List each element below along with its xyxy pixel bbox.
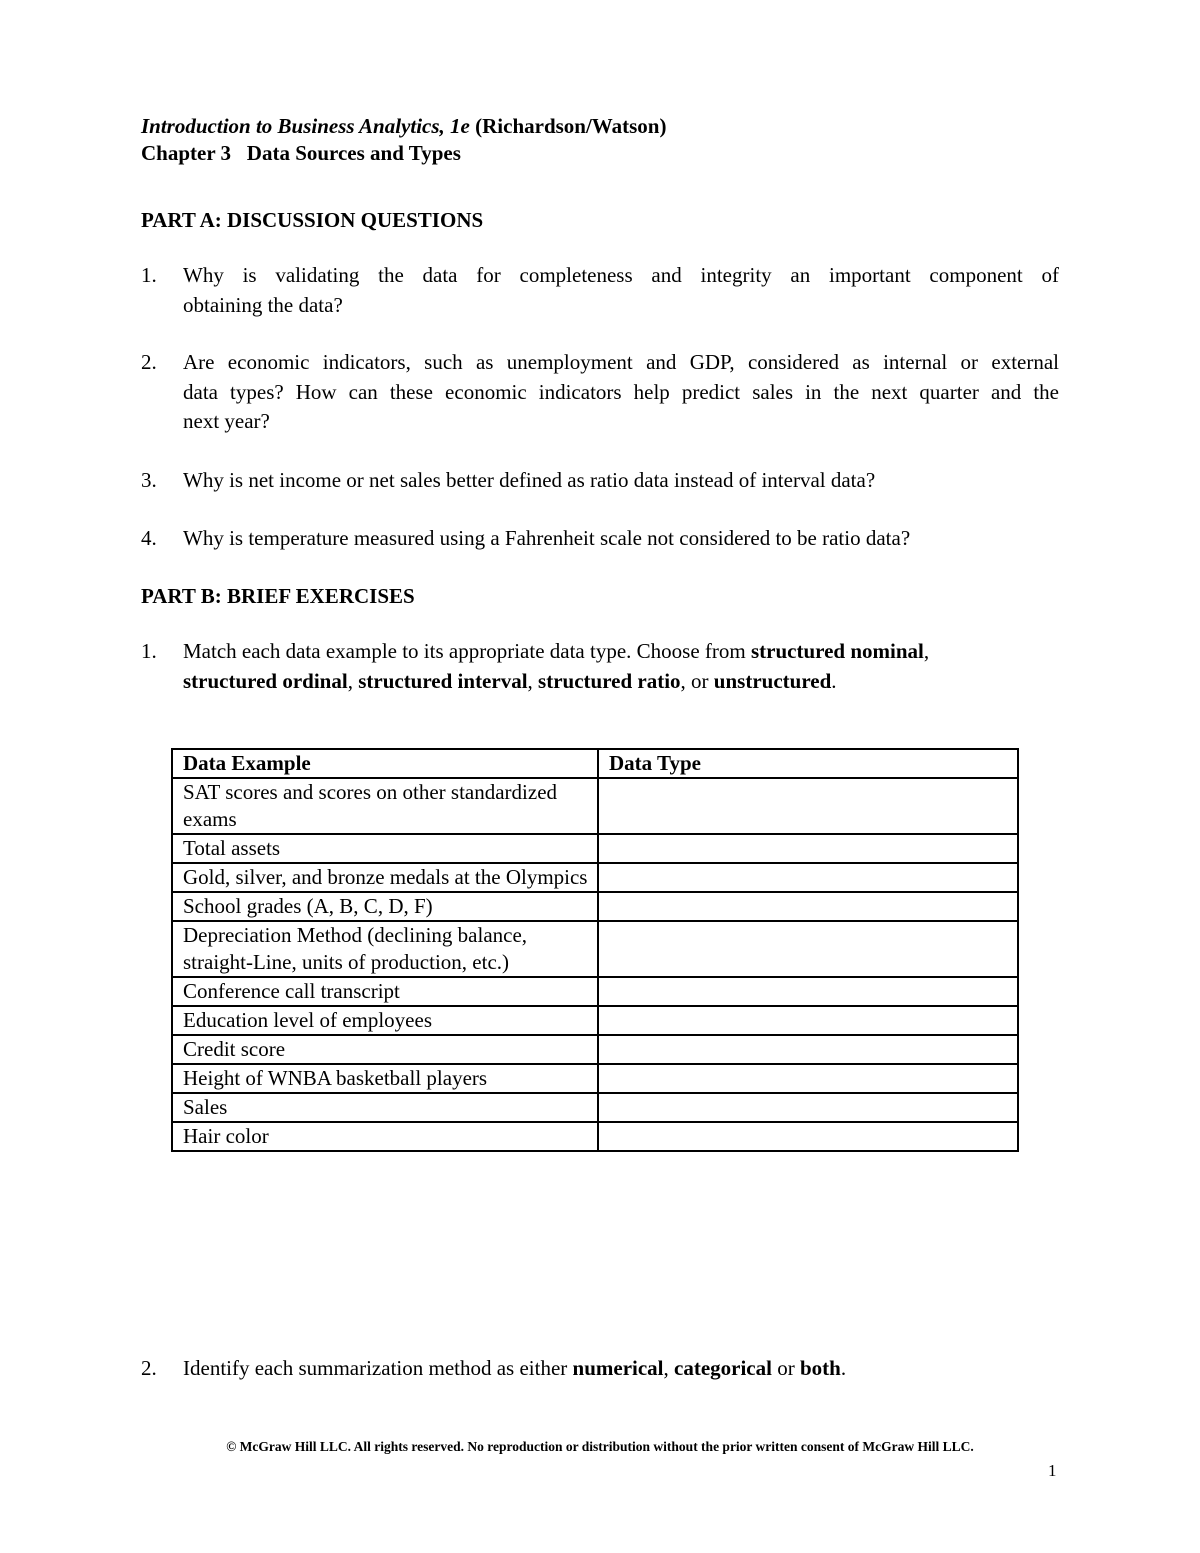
book-title: [141, 112, 666, 140]
separator: ,: [923, 639, 930, 663]
separator: .: [840, 1356, 847, 1380]
table-row: [172, 892, 1018, 921]
table-row: [172, 1035, 1018, 1064]
data-example-cell: Conference call transcript: [172, 977, 598, 1006]
data-type-cell[interactable]: [598, 1093, 1018, 1122]
exercise-text: Match each data example to its appropriate data type. Choose from: [183, 639, 751, 663]
data-example-cell: SAT scores and scores on other standardized exams: [172, 778, 598, 834]
data-type-cell[interactable]: [598, 1006, 1018, 1035]
data-example-cell: School grades (A, B, C, D, F): [172, 892, 598, 921]
question-line: next year?: [183, 409, 270, 433]
page-number: 1: [1048, 1461, 1057, 1480]
question-4: [141, 524, 1059, 554]
table-row: [172, 1064, 1018, 1093]
question-line: Why is net income or net sales better defined as ratio data instead of interval data?: [183, 468, 876, 492]
copyright-footer: © McGraw Hill LLC. All rights reserved. No reproduction or distribution without the prior written consent of McGraw Hill LLC.: [226, 1439, 974, 1454]
separator: ,: [527, 668, 539, 693]
separator: .: [831, 668, 837, 693]
data-type-cell[interactable]: [598, 834, 1018, 863]
question-1: [141, 261, 1059, 320]
question-2: [141, 348, 1059, 437]
data-type-option: structured ordinal: [183, 668, 348, 693]
table-row: [172, 1006, 1018, 1035]
question-line: Why is validating the data for completeness and integrity an important component of: [183, 263, 1059, 287]
table-row: [172, 863, 1018, 892]
table-row: [172, 778, 1018, 834]
data-type-option: unstructured: [713, 668, 832, 693]
question-number: 1.: [141, 263, 157, 287]
question-3: [141, 466, 1059, 496]
data-type-cell[interactable]: [598, 892, 1018, 921]
question-line: obtaining the data?: [183, 292, 343, 317]
exercise-2-text: [183, 1354, 1059, 1384]
data-example-cell: Hair color: [172, 1122, 598, 1151]
data-type-cell[interactable]: [598, 1064, 1018, 1093]
table-row: [172, 1093, 1018, 1122]
data-type-option: structured interval: [358, 668, 528, 693]
part-a-heading: PART A: DISCUSSION QUESTIONS: [141, 208, 484, 232]
question-number: 4.: [141, 526, 157, 550]
separator: or: [771, 1356, 800, 1380]
data-type-cell[interactable]: [598, 921, 1018, 977]
book-title-italic: Introduction to Business Analytics, 1e: [141, 114, 470, 138]
data-type-cell[interactable]: [598, 1035, 1018, 1064]
data-type-table: [171, 748, 1019, 1152]
data-type-cell[interactable]: [598, 863, 1018, 892]
question-number: 2.: [141, 350, 157, 374]
question-line: data types? How can these economic indicators help predict sales in the next quarter and the: [183, 379, 1059, 404]
data-example-cell: Education level of employees: [172, 1006, 598, 1035]
data-example-cell: Depreciation Method (declining balance, straight-Line, units of production, etc.): [172, 921, 598, 977]
exercise-2: [141, 1354, 1059, 1384]
data-type-option: structured ratio: [538, 668, 681, 693]
summary-type-option: numerical: [572, 1356, 664, 1380]
book-authors: (Richardson/Watson): [469, 114, 667, 138]
exercise-text: Identify each summarization method as either: [183, 1356, 573, 1380]
table-row: [172, 921, 1018, 977]
table-header-row: [172, 749, 1018, 778]
data-example-cell: Total assets: [172, 834, 598, 863]
separator: ,: [347, 668, 359, 693]
table-row: [172, 1122, 1018, 1151]
table-row: [172, 834, 1018, 863]
separator: ,: [663, 1356, 675, 1380]
data-type-cell[interactable]: [598, 977, 1018, 1006]
question-line: Why is temperature measured using a Fahrenheit scale not considered to be ratio data?: [183, 526, 911, 550]
summary-type-option: categorical: [674, 1356, 772, 1380]
table-row: [172, 977, 1018, 1006]
exercise-number: 1.: [141, 639, 157, 663]
column-header-data-example: Data Example: [172, 749, 598, 778]
data-example-cell: Credit score: [172, 1035, 598, 1064]
data-example-cell: Height of WNBA basketball players: [172, 1064, 598, 1093]
data-type-cell[interactable]: [598, 778, 1018, 834]
exercise-number: 2.: [141, 1356, 157, 1380]
summary-type-option: both: [799, 1356, 841, 1380]
data-type-option: structured nominal: [750, 639, 924, 663]
separator: , or: [680, 668, 714, 693]
data-example-cell: Sales: [172, 1093, 598, 1122]
part-b-heading: PART B: BRIEF EXERCISES: [141, 584, 415, 608]
exercise-1: [141, 637, 1059, 696]
exercise-1-text: [183, 637, 1059, 696]
data-example-cell: Gold, silver, and bronze medals at the Olympics: [172, 863, 598, 892]
question-number: 3.: [141, 468, 157, 492]
question-line: Are economic indicators, such as unemployment and GDP, considered as internal or external: [183, 350, 1059, 374]
data-type-cell[interactable]: [598, 1122, 1018, 1151]
chapter-title: Chapter 3 Data Sources and Types: [141, 141, 461, 165]
column-header-data-type: Data Type: [598, 749, 1018, 778]
